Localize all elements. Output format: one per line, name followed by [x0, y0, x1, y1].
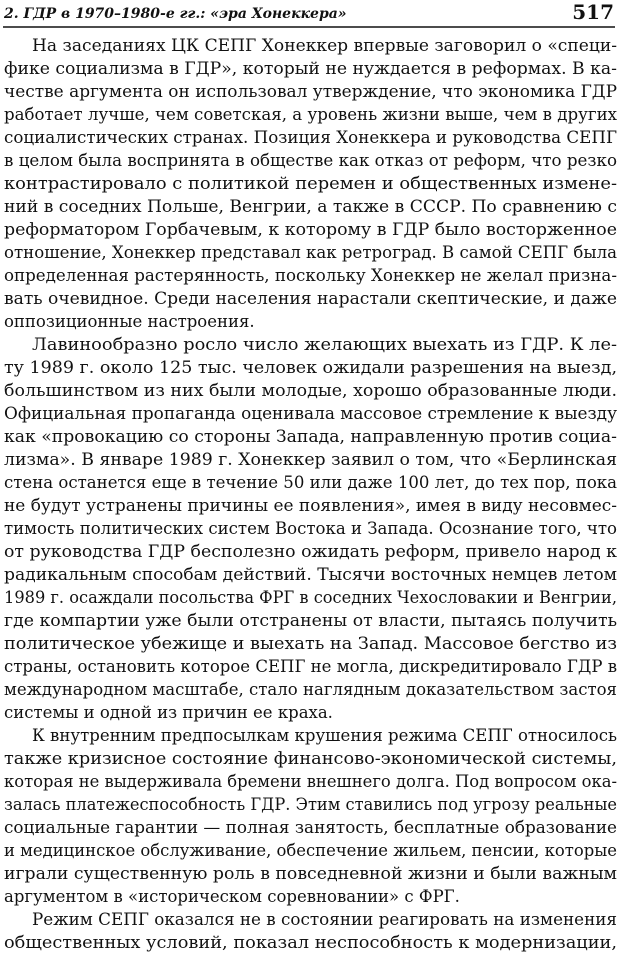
text-line: социалистических странах. Позиция Хонеккера и руководства СЕПГ — [4, 128, 618, 147]
text-line: К внутренним предпосылкам крушения режима СЕПГ относилось — [32, 726, 618, 745]
text-line: Лавинообразно росло число желающих выехать из ГДР. К ле- — [32, 335, 617, 354]
text-line: отношение, Хонеккер представал как ретроград. В самой СЕПГ была — [4, 243, 618, 262]
text-line: в целом была воспринята в обществе как отказ от реформ, что резко — [4, 151, 618, 170]
text-line: реформатором Горбачевым, к которому в ГДР было восторженное — [4, 220, 617, 239]
text-line: страны, остановить которое СЕПГ не могла, дискредитировало ГДР в — [4, 657, 617, 676]
text-line: играли существенную роль в повседневной жизни и были важным — [4, 864, 618, 883]
text-line: международном масштабе, стало наглядным доказательством застоя — [4, 680, 617, 699]
text-line: оппозиционные настроения. — [4, 312, 255, 331]
text-line: вать очевидное. Среди населения нарастали скептические, и даже — [4, 289, 617, 308]
text-line: где компартии уже были отстранены от власти, пытаясь получить — [4, 611, 618, 630]
text-line: аргументом в «историческом соревновании» с ФРГ. — [4, 887, 460, 906]
page-number: 517 — [572, 0, 614, 24]
text-line: 1989 г. осаждали посольства ФРГ в соседних Чехословакии и Венгрии, — [4, 588, 617, 607]
text-line: общественных условий, показал неспособность к модернизации, — [4, 933, 617, 952]
text-line: работает лучше, чем советская, а уровень жизни выше, чем в других — [4, 105, 618, 124]
text-line: ту 1989 г. около 125 тыс. человек ожидали разрешения на выезд, — [4, 358, 617, 377]
text-line: стена останется еще в течение 50 или даже 100 лет, до тех пор, пока — [4, 473, 618, 492]
text-line: определенная растерянность, поскольку Хонеккер не желал призна- — [4, 266, 617, 285]
text-line: которая не выдерживала бремени внешнего долга. Под вопросом ока- — [4, 772, 617, 791]
text-line: залась платежеспособность ГДР. Этим ставились под угрозу реальные — [4, 795, 617, 814]
text-line: политическое убежище и выехать на Запад. Массовое бегство из — [4, 634, 617, 653]
text-line: большинством из них были молодые, хорошо образованные люди. — [4, 381, 617, 400]
text-line: также кризисное состояние финансово-экономической системы, — [4, 749, 617, 768]
text-line: от руководства ГДР бесполезно ожидать реформ, привело народ к — [4, 542, 618, 561]
text-line: системы и одной из причин ее краха. — [4, 703, 333, 722]
running-title: 2. ГДР в 1970–1980-е гг.: «эра Хонеккера» — [4, 6, 347, 22]
text-line: не будут устранены причины ее появления», имея в виду несовмес- — [4, 496, 617, 515]
text-line: фике социализма в ГДР», который не нуждается в реформах. В ка- — [4, 59, 618, 78]
text-line: Официальная пропаганда оценивала массовое стремление к выезду — [4, 404, 618, 423]
text-line: социальные гарантии — полная занятость, бесплатные образование — [4, 818, 617, 837]
text-line: как «провокацию со стороны Запада, направленную против социа- — [4, 427, 617, 446]
text-line: и медицинское обслуживание, обеспечение жильем, пенсии, которые — [4, 841, 617, 860]
text-line: радикальным способам действий. Тысячи восточных немцев летом — [4, 565, 618, 584]
text-line: тимость политических систем Востока и Запада. Осознание того, что — [4, 519, 618, 538]
text-line: ний в соседних Польше, Венгрии, а также в СССР. По сравнению с — [4, 197, 617, 216]
body-text — [4, 36, 618, 952]
text-line: На заседаниях ЦК СЕПГ Хонеккер впервые заговорил о «специ- — [32, 36, 617, 55]
text-line: контрастировало с политикой перемен и общественных измене- — [4, 174, 617, 193]
text-line: Режим СЕПГ оказался не в состоянии реагировать на изменения — [32, 910, 618, 929]
text-line: честве аргумента он использовал утверждение, что экономика ГДР — [4, 82, 617, 101]
text-line: лизма». В январе 1989 г. Хонеккер заявил о том, что «Берлинская — [4, 450, 617, 469]
